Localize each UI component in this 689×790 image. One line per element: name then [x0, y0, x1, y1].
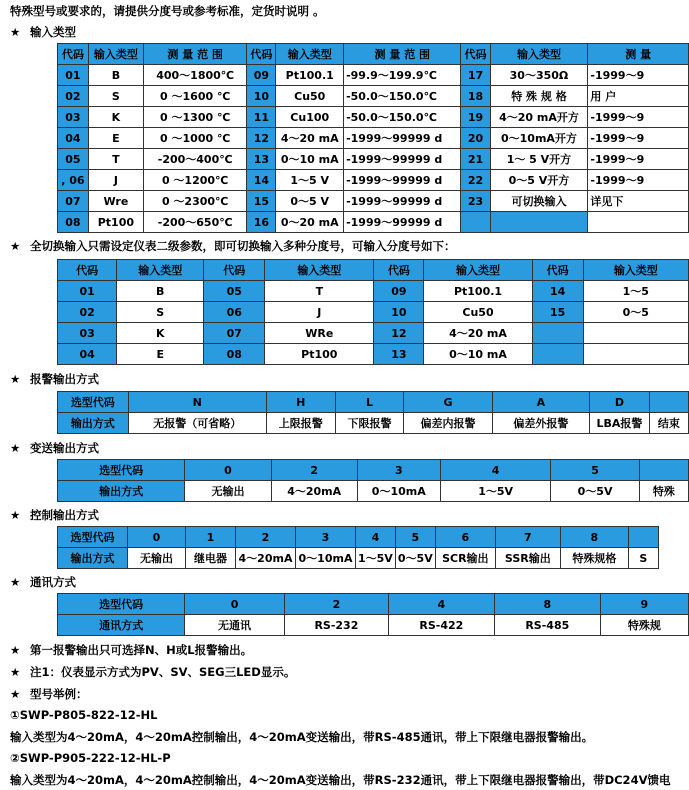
table-cell: -1999～99999 d [344, 170, 461, 191]
table-cell: 输出方式 [58, 481, 185, 502]
example-2-desc: 输入类型为4～20mA，4～20mA控制输出，4～20mA变送输出，带RS-232通讯，带上下限继电器报警输出，带DC24V馈电 [10, 773, 671, 787]
table-cell: -1999～99999 d [344, 128, 461, 149]
table-row [58, 323, 689, 344]
table-cell: 2 [284, 594, 388, 615]
star-icon: ★ [10, 441, 21, 455]
star-icon: ★ [10, 25, 21, 39]
table-cell: 继电器 [186, 548, 236, 569]
table-cell: 4～20 mA [276, 128, 344, 149]
section-comm: ★ 通讯方式 [10, 575, 76, 589]
table-cell: Pt100.1 [276, 65, 344, 86]
table-row [58, 65, 689, 86]
table-cell: LBA报警 [590, 413, 649, 434]
table-cell: 测 量 [588, 44, 689, 65]
table-cell: 3 [357, 460, 440, 481]
table-cell: -1999～99999 d [344, 212, 461, 233]
input-type-table [57, 43, 689, 233]
table-cell: 01 [58, 281, 117, 302]
star-icon: ★ [10, 372, 21, 386]
table-cell: 14 [247, 170, 276, 191]
section-input-type: ★ 输入类型 [10, 25, 76, 39]
table-cell: RS-485 [494, 615, 600, 636]
table-cell: 4～20mA [236, 548, 296, 569]
table-cell: A [492, 392, 590, 413]
table-cell: -200～650℃ [143, 212, 246, 233]
table-cell: 4 [388, 594, 494, 615]
table-cell: S [88, 86, 143, 107]
table-cell: -200～400℃ [143, 149, 246, 170]
table-cell: 30～350Ω [490, 65, 588, 86]
table-cell: 23 [461, 191, 490, 212]
table-cell: Cu50 [276, 86, 344, 107]
table-cell [583, 344, 688, 365]
table-cell: T [265, 281, 374, 302]
table-cell: 输入类型 [583, 260, 688, 281]
table-cell: 6 [435, 527, 495, 548]
control-table [57, 526, 659, 569]
section-switch-input: ★ 全切换输入只需设定仪表二级参数，即可切换输入多种分度号，可输入分度号如下： [10, 239, 456, 253]
table-cell: 4～20 mA开方 [490, 107, 588, 128]
table-cell: 代码 [461, 44, 490, 65]
table-cell: 输入类型 [88, 44, 143, 65]
table-cell: 用 户 [588, 86, 689, 107]
table-cell [583, 323, 688, 344]
table-cell: 16 [247, 212, 276, 233]
table-cell: 1～5 [583, 281, 688, 302]
table-cell: -99.9～199.9℃ [344, 65, 461, 86]
example-2-code: ②SWP-P905-222-12-HL-P [10, 751, 171, 765]
table-cell: 0～5V [395, 548, 435, 569]
table-cell: 0～10 mA [276, 149, 344, 170]
table-cell: 8 [494, 594, 600, 615]
table-cell: 2 [236, 527, 296, 548]
table-cell: 3 [296, 527, 356, 548]
table-cell: 输出方式 [58, 548, 128, 569]
table-cell: 代码 [204, 260, 265, 281]
table-row [58, 615, 689, 636]
table-cell: 下限报警 [335, 413, 404, 434]
table-cell: 0～10mA [357, 481, 440, 502]
table-cell: 03 [58, 323, 117, 344]
table-cell: S [117, 302, 204, 323]
table-cell: 14 [532, 281, 583, 302]
table-cell: B [117, 281, 204, 302]
table-cell: 输入类型 [424, 260, 532, 281]
table-cell: 06 [204, 302, 265, 323]
table-cell: 0 ～1000 ℃ [143, 128, 246, 149]
table-row [58, 413, 689, 434]
table-cell: SSR输出 [495, 548, 560, 569]
table-row [58, 128, 689, 149]
table-cell [588, 212, 689, 233]
table-cell: 代码 [58, 44, 89, 65]
table-cell: 12 [374, 323, 424, 344]
table-cell: 偏差外报警 [492, 413, 590, 434]
table-cell: 15 [532, 302, 583, 323]
table-cell: 结束 [649, 413, 688, 434]
table-cell: K [117, 323, 204, 344]
star-icon: ★ [10, 239, 21, 253]
table-cell: 代码 [58, 260, 117, 281]
table-cell: 2 [271, 460, 357, 481]
table-cell: 08 [58, 212, 89, 233]
table-cell: 08 [204, 344, 265, 365]
table-cell: 0～5 V [276, 191, 344, 212]
table-cell: L [335, 392, 404, 413]
table-row [58, 212, 689, 233]
table-cell: 特殊规格 [560, 548, 628, 569]
table-cell: J [88, 170, 143, 191]
table-cell: J [265, 302, 374, 323]
table-cell: 偏差内报警 [404, 413, 492, 434]
table-cell: 1～ 5 V开方 [490, 149, 588, 170]
section-example: ★ 型号举例： [10, 687, 88, 701]
section-control: ★ 控制输出方式 [10, 508, 99, 522]
table-cell: 输入类型 [117, 260, 204, 281]
table-cell: 0～5 [583, 302, 688, 323]
table-cell: 22 [461, 170, 490, 191]
table-cell: 可切换输入 [490, 191, 588, 212]
table-cell: 19 [461, 107, 490, 128]
table-cell: 07 [58, 191, 89, 212]
table-cell: -50.0～150.0℃ [344, 107, 461, 128]
table-cell: 09 [374, 281, 424, 302]
table-cell: 0 [128, 527, 186, 548]
table-cell: 400～1800℃ [143, 65, 246, 86]
table-cell: RS-232 [284, 615, 388, 636]
table-cell: 输入类型 [276, 44, 344, 65]
table-cell: 8 [560, 527, 628, 548]
table-cell: -1999～9 [588, 128, 689, 149]
table-cell: 18 [461, 86, 490, 107]
table-cell: 测 量 范 围 [344, 44, 461, 65]
table-cell: 无输出 [185, 481, 271, 502]
table-cell: 0 ～2300℃ [143, 191, 246, 212]
table-cell: 0 [185, 594, 285, 615]
table-cell: 01 [58, 65, 89, 86]
table-cell: 选型代码 [58, 460, 185, 481]
table-row [58, 107, 689, 128]
table-cell: -50.0～150.0℃ [344, 86, 461, 107]
table-cell: 测 量 范 围 [143, 44, 246, 65]
table-cell: 特殊 [639, 481, 688, 502]
table-cell: , 06 [58, 170, 89, 191]
table-row [58, 548, 659, 569]
table-cell: 10 [247, 86, 276, 107]
table-cell: D [590, 392, 649, 413]
table-row [58, 481, 689, 502]
table-cell: 4～20mA [271, 481, 357, 502]
table-cell: B [88, 65, 143, 86]
table-cell: 20 [461, 128, 490, 149]
example-1-code: ①SWP-P805-822-12-HL [10, 708, 158, 722]
table-cell: E [117, 344, 204, 365]
transmit-table [57, 459, 689, 502]
table-cell [628, 527, 658, 548]
table-cell: -1999～99999 d [344, 149, 461, 170]
section-transmit: ★ 变送输出方式 [10, 441, 99, 455]
table-cell: 13 [374, 344, 424, 365]
table-cell: 1～5V [440, 481, 551, 502]
table-cell: 4～20 mA [424, 323, 532, 344]
star-icon: ★ [10, 687, 21, 701]
table-cell: 7 [495, 527, 560, 548]
table-row [58, 281, 689, 302]
table-cell: 无报警（可省略） [128, 413, 266, 434]
table-cell: -1999～99999 d [344, 191, 461, 212]
table-row [58, 344, 689, 365]
table-cell: 07 [204, 323, 265, 344]
table-cell: 输入类型 [490, 44, 588, 65]
star-icon: ★ [10, 508, 21, 522]
table-cell [461, 212, 490, 233]
table-cell: 特殊规 [600, 615, 688, 636]
table-cell: 1 [186, 527, 236, 548]
section-alarm: ★ 报警输出方式 [10, 372, 99, 386]
table-cell: -1999～9 [588, 149, 689, 170]
table-row [58, 149, 689, 170]
table-cell: 21 [461, 149, 490, 170]
note-1: ★ 注1：仪表显示方式为PV、SV、SEG三LED显示。 [10, 665, 296, 679]
table-cell: 0～20 mA [276, 212, 344, 233]
table-cell: 输入类型 [265, 260, 374, 281]
example-1-desc: 输入类型为4～20mA，4～20mA控制输出，4～20mA变送输出，带RS-485通讯，带上下限继电器报警输出。 [10, 730, 594, 744]
table-cell: Wre [88, 191, 143, 212]
star-icon: ★ [10, 575, 21, 589]
notice-text: 特殊型号或要求的，请提供分度号或参考标准，定货时说明 。 [10, 4, 325, 18]
table-cell: 0～10mA开方 [490, 128, 588, 149]
table-cell: 0 [185, 460, 271, 481]
table-row [58, 260, 689, 281]
table-row [58, 302, 689, 323]
table-cell: 15 [247, 191, 276, 212]
comm-table [57, 593, 689, 636]
star-icon: ★ [10, 643, 21, 657]
table-cell: H [266, 392, 335, 413]
table-cell: 10 [374, 302, 424, 323]
table-cell [649, 392, 688, 413]
table-cell: 05 [204, 281, 265, 302]
table-cell: G [404, 392, 492, 413]
table-cell: 特 殊 规 格 [490, 86, 588, 107]
table-cell: Cu50 [424, 302, 532, 323]
table-cell: 输出方式 [58, 413, 129, 434]
table-cell: -1999～9 [588, 65, 689, 86]
table-cell: 0 ～1200℃ [143, 170, 246, 191]
alarm-table [57, 391, 689, 434]
table-cell: 代码 [374, 260, 424, 281]
table-cell: 代码 [532, 260, 583, 281]
table-cell: 代码 [247, 44, 276, 65]
table-cell: 无通讯 [185, 615, 285, 636]
table-cell [532, 344, 583, 365]
table-cell: K [88, 107, 143, 128]
table-row [58, 392, 689, 413]
table-cell: Pt100.1 [424, 281, 532, 302]
table-cell: 02 [58, 86, 89, 107]
table-cell: 13 [247, 149, 276, 170]
table-cell: 通讯方式 [58, 615, 185, 636]
table-cell: 04 [58, 128, 89, 149]
table-cell: 1～5V [356, 548, 396, 569]
table-cell: 03 [58, 107, 89, 128]
table-cell: 05 [58, 149, 89, 170]
table-cell: WRe [265, 323, 374, 344]
table-cell: 5 [551, 460, 639, 481]
table-row [58, 527, 659, 548]
table-row [58, 460, 689, 481]
table-cell: 4 [356, 527, 396, 548]
table-cell: E [88, 128, 143, 149]
table-cell: 0～10mA [296, 548, 356, 569]
table-cell: 选型代码 [58, 594, 185, 615]
table-cell: -1999～9 [588, 107, 689, 128]
table-cell: 17 [461, 65, 490, 86]
table-cell: 4 [440, 460, 551, 481]
table-cell: 选型代码 [58, 392, 129, 413]
table-cell: 详见下 [588, 191, 689, 212]
table-cell: 无输出 [128, 548, 186, 569]
table-cell: RS-422 [388, 615, 494, 636]
table-cell [532, 323, 583, 344]
switch-input-table [57, 259, 689, 365]
table-cell: 9 [600, 594, 688, 615]
table-cell: N [128, 392, 266, 413]
table-cell: Cu100 [276, 107, 344, 128]
table-cell: 0 ～1600 ℃ [143, 86, 246, 107]
table-cell: T [88, 149, 143, 170]
table-cell: 1～5 V [276, 170, 344, 191]
star-icon: ★ [10, 665, 21, 679]
table-cell: 09 [247, 65, 276, 86]
table-cell [639, 460, 688, 481]
table-cell [490, 212, 588, 233]
table-cell: 上限报警 [266, 413, 335, 434]
table-cell: 12 [247, 128, 276, 149]
table-cell: 02 [58, 302, 117, 323]
table-row [58, 191, 689, 212]
table-row [58, 594, 689, 615]
table-cell: SCR输出 [435, 548, 495, 569]
table-cell: S [628, 548, 658, 569]
table-row [58, 86, 689, 107]
table-cell: 0～5V [551, 481, 639, 502]
table-cell: 0～5 V开方 [490, 170, 588, 191]
table-cell: -1999～9 [588, 170, 689, 191]
note-alarm: ★ 第一报警输出只可选择N、H或L报警输出。 [10, 643, 253, 657]
table-cell: 0 ～1300 ℃ [143, 107, 246, 128]
table-cell: 5 [395, 527, 435, 548]
table-row [58, 44, 689, 65]
table-cell: Pt100 [88, 212, 143, 233]
table-cell: 0～10 mA [424, 344, 532, 365]
table-cell: 11 [247, 107, 276, 128]
table-cell: 04 [58, 344, 117, 365]
table-row [58, 170, 689, 191]
table-cell: Pt100 [265, 344, 374, 365]
table-cell: 选型代码 [58, 527, 128, 548]
